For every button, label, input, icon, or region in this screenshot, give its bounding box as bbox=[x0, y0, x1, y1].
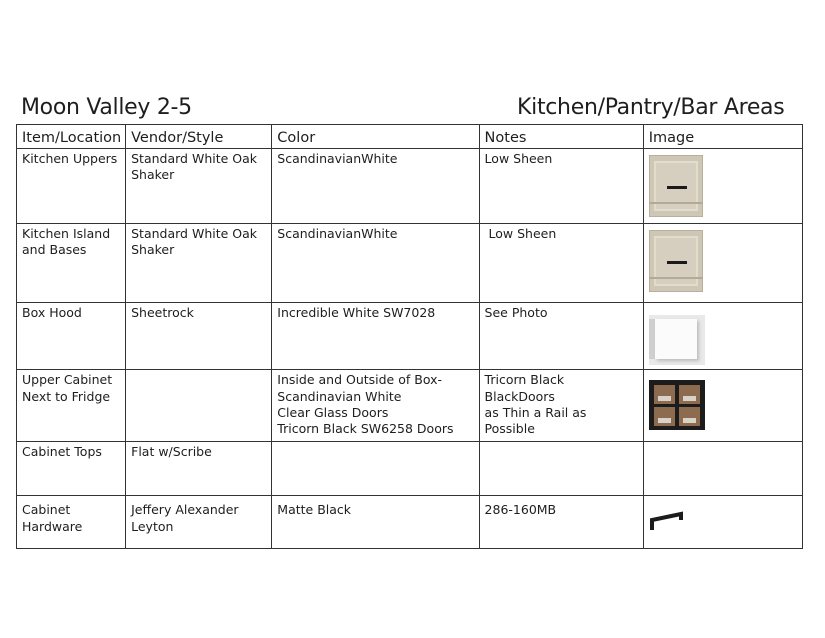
cell-item: Cabinet Tops bbox=[17, 442, 126, 496]
cell-image bbox=[643, 496, 802, 549]
cell-image bbox=[643, 303, 802, 370]
cell-color: ScandinavianWhite bbox=[272, 149, 479, 224]
cell-color: Inside and Outside of Box- Scandinavian White Clear Glass Doors Tricorn Black SW6258 Doors bbox=[272, 370, 479, 442]
cell-item: Upper Cabinet Next to Fridge bbox=[17, 370, 126, 442]
cell-notes: Low Sheen bbox=[479, 149, 643, 224]
cell-vendor: Sheetrock bbox=[126, 303, 272, 370]
cell-image bbox=[643, 442, 802, 496]
column-header-vendor: Vendor/Style bbox=[126, 125, 272, 149]
column-header-image: Image bbox=[643, 125, 802, 149]
cell-notes: See Photo bbox=[479, 303, 643, 370]
cell-image bbox=[643, 370, 802, 442]
cell-notes: Tricorn Black BlackDoors as Thin a Rail as Possible bbox=[479, 370, 643, 442]
cell-color: Matte Black bbox=[272, 496, 479, 549]
cell-vendor: Standard White Oak Shaker bbox=[126, 149, 272, 224]
cell-vendor bbox=[126, 370, 272, 442]
cell-notes: Low Sheen bbox=[479, 224, 643, 303]
table-row bbox=[17, 442, 803, 496]
cell-vendor: Jeffery Alexander Leyton bbox=[126, 496, 272, 549]
cabinet-drawer-photo bbox=[649, 230, 703, 292]
cell-color: Incredible White SW7028 bbox=[272, 303, 479, 370]
cell-notes bbox=[479, 442, 643, 496]
cell-item: Box Hood bbox=[17, 303, 126, 370]
glass-cabinet-photo bbox=[649, 380, 705, 430]
cabinet-drawer-photo bbox=[649, 155, 703, 217]
cell-notes: 286-160MB bbox=[479, 496, 643, 549]
cell-image bbox=[643, 149, 802, 224]
area-title: Kitchen/Pantry/Bar Areas bbox=[517, 95, 785, 120]
cell-item: Cabinet Hardware bbox=[17, 496, 126, 549]
table-row bbox=[17, 303, 803, 370]
cell-color: ScandinavianWhite bbox=[272, 224, 479, 303]
table-row bbox=[17, 496, 803, 549]
header-row bbox=[17, 125, 803, 149]
column-header-notes: Notes bbox=[479, 125, 643, 149]
cell-image bbox=[643, 224, 802, 303]
column-header-item: Item/Location bbox=[17, 125, 126, 149]
project-title: Moon Valley 2-5 bbox=[21, 95, 192, 120]
cell-vendor: Standard White Oak Shaker bbox=[126, 224, 272, 303]
cell-vendor: Flat w/Scribe bbox=[126, 442, 272, 496]
box-hood-photo bbox=[649, 315, 705, 365]
column-header-color: Color bbox=[272, 125, 479, 149]
pull-handle-photo bbox=[649, 508, 685, 538]
table-row bbox=[17, 149, 803, 224]
spec-table bbox=[16, 124, 803, 549]
table-row bbox=[17, 224, 803, 303]
cell-item: Kitchen Island and Bases bbox=[17, 224, 126, 303]
cell-item: Kitchen Uppers bbox=[17, 149, 126, 224]
cell-color bbox=[272, 442, 479, 496]
table-row bbox=[17, 370, 803, 442]
